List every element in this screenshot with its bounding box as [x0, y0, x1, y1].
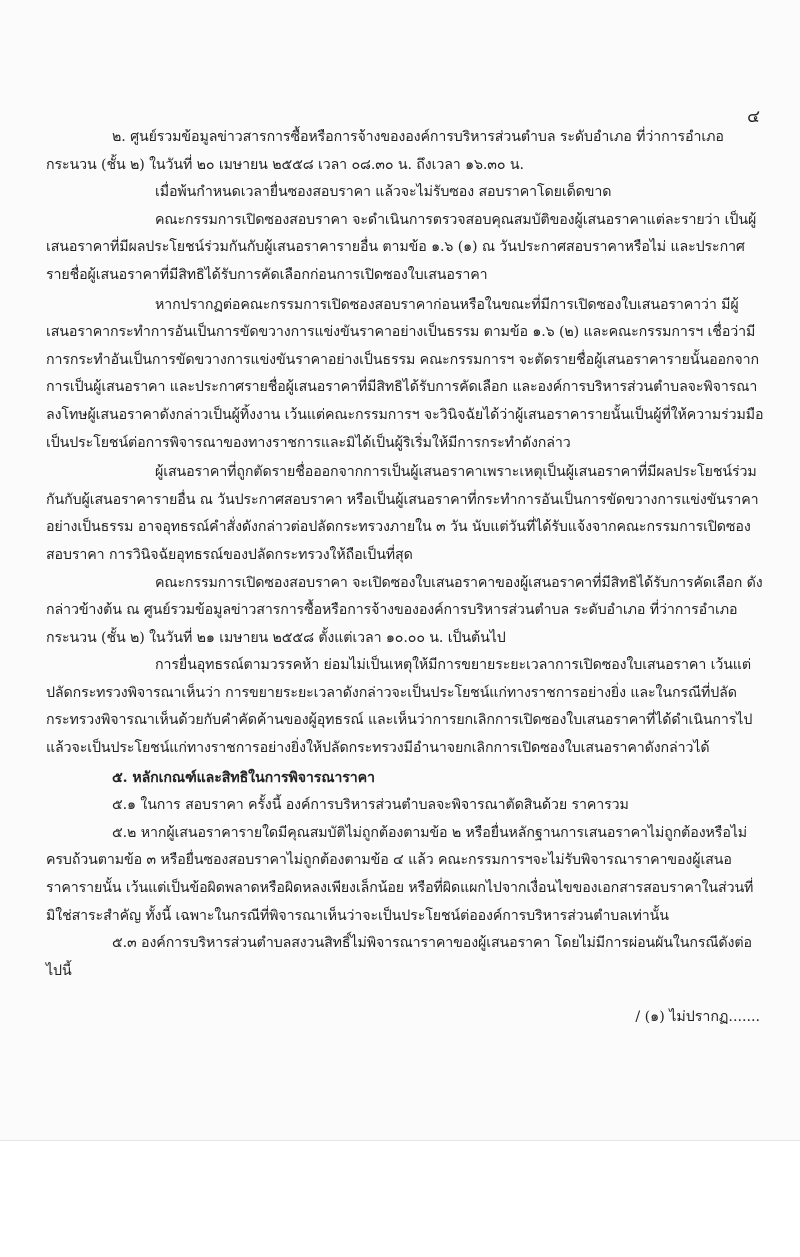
section-5-1: ๕.๑ ในการ สอบราคา ครั้งนี้ องค์การบริหารส่วนตำบลจะพิจารณาตัดสินด้วย ราคารวม [112, 797, 629, 814]
section-5-heading: ๕. หลักเกณฑ์และสิทธิในการพิจารณาราคา [112, 769, 375, 786]
section-5-2: ๕.๒ หากผู้เสนอราคารายใดมีคุณสมบัติไม่ถูกต้องตามข้อ ๒ หรือยื่นหลักฐานการเสนอราคาไม่ถูกต้องหรือไม่ครบถ้วนตามข้อ ๓ หรือยื่นซองสอบราคาไม่ถูกต้องตามข้อ ๔ แล้ว คณะกรรมการฯจะไม่รับพิจารณาราคาของผู้เสนอราคารายนั้น เว้นแต่เป็นข้อผิดพลาดหรือผิดหลงเพียงเล็กน้อย หรือที่ผิดแผกไปจากเงื่อนไขของเอกสารสอบราคาในส่วนที่มิใช่สาระสำคัญ ทั้งนี้ เฉพาะในกรณีที่พิจารณาเห็นว่าจะเป็นประโยชน์ต่อองค์การบริหารส่วนตำบลเท่านั้น [46, 824, 754, 924]
page-number: ๔ [747, 107, 760, 127]
paragraph-appeal-extension: การยื่นอุทธรณ์ตามวรรคห้า ย่อมไม่เป็นเหตุให้มีการขยายระยะเวลาการเปิดซองใบเสนอราคา เว้นแต่ปลัดกระทรวงพิจารณาเห็นว่า การขยายระยะเวลาดังกล่าวจะเป็นประโยชน์แก่ทางราชการอย่างยิ่ง และในกรณีที่ปลัดกระทรวงพิจารณาเห็นด้วยกับคำคัดค้านของผู้อุทธรณ์ และเห็นว่าการยกเลิกการเปิดซองใบเสนอราคาที่ได้ดำเนินการไปแล้วจะเป็นประโยชน์แก่ทางราชการอย่างยิ่งให้ปลัดกระทรวงมีอำนาจยกเลิกการเปิดซองใบเสนอราคาดังกล่าวได้ [46, 657, 753, 757]
section-5-3: ๕.๓ องค์การบริหารส่วนตำบลสงวนสิทธิ์ไม่พิจารณาราคาของผู้เสนอราคา โดยไม่มีการผ่อนผันในกรณีดังต่อไปนี้ [46, 935, 752, 979]
paragraph-appeal: ผู้เสนอราคาที่ถูกตัดรายชื่อออกจากการเป็นผู้เสนอราคาเพราะเหตุเป็นผู้เสนอราคาที่มีผลประโยชน์ร่วมกันกับผู้เสนอราคารายอื่น ณ วันประกาศสอบราคา หรือเป็นผู้เสนอราคาที่กระทำการอันเป็นการขัดขวางการแข่งขันราคาอย่างเป็นธรรม อาจอุทธรณ์คำสั่งดังกล่าวต่อปลัดกระทรวงภายใน ๓ วัน นับแต่วันที่ได้รับแจ้งจากคณะกรรมการเปิดซองสอบราคา การวินิจฉัยอุทธรณ์ของปลัดกระทรวงให้ถือเป็นที่สุด [46, 464, 759, 563]
paragraph-unfair-competition: หากปรากฏต่อคณะกรรมการเปิดซองสอบราคาก่อนหรือในขณะที่มีการเปิดซองใบเสนอราคาว่า มีผู้เสนอราคากระทำการอันเป็นการขัดขวางการแข่งขันราคาอย่างเป็นธรรม ตามข้อ ๑.๖ (๒) และคณะกรรมการฯ เชื่อว่ามีการกระทำอันเป็นการขัดขวางการแข่งขันราคาอย่างเป็นธรรม คณะกรรมการฯ จะตัดรายชื่อผู้เสนอราคารายนั้นออกจากการเป็นผู้เสนอราคา และประกาศรายชื่อผู้เสนอราคาที่มีสิทธิได้รับการคัดเลือก และองค์การบริหารส่วนตำบลจะพิจารณาลงโทษผู้เสนอราคาดังกล่าวเป็นผู้ทิ้งงาน เว้นแต่คณะกรรมการฯ จะวินิจฉัยได้ว่าผู้เสนอราคารายนั้นเป็นผู้ที่ให้ความร่วมมือเป็นประโยชน์ต่อการพิจารณาของทางราชการและมิได้เป็นผู้ริเริ่มให้มีการกระทำดังกล่าว [46, 296, 764, 451]
paragraph-deadline: เมื่อพ้นกำหนดเวลายื่นซองสอบราคา แล้วจะไม่รับซอง สอบราคาโดยเด็ดขาด [155, 184, 612, 201]
continuation-note: / (๑) ไม่ปรากฏ....... [635, 1009, 760, 1025]
paragraph-bid-opening: คณะกรรมการเปิดซองสอบราคา จะเปิดซองใบเสนอราคาของผู้เสนอราคาที่มีสิทธิได้รับการคัดเลือก ดังกล่าวข้างต้น ณ ศูนย์รวมข้อมูลข่าวสารการซื้อหรือการจ้างขององค์การบริหารส่วนตำบล ระดับอำเภอ ที่ว่าการอำเภอกระนวน (ชั้น ๒) ในวันที่ ๒๑ เมษายน ๒๕๕๘ ตั้งแต่เวลา ๑๐.๐๐ น. เป็นต้นไป [46, 574, 763, 646]
document-body [46, 124, 764, 985]
paragraph-qualification-check: คณะกรรมการเปิดซองสอบราคา จะดำเนินการตรวจสอบคุณสมบัติของผู้เสนอราคาแต่ละรายว่า เป็นผู้เสนอราคาที่มีผลประโยชน์ร่วมกันกับผู้เสนอราคารายอื่น ตามข้อ ๑.๖ (๑) ณ วันประกาศสอบราคาหรือไม่ และประกาศรายชื่อผู้เสนอราคาที่มีสิทธิได้รับการคัดเลือกก่อนการเปิดซองใบเสนอราคา [46, 211, 757, 283]
paragraph-opening-location: ๒. ศูนย์รวมข้อมูลข่าวสารการซื้อหรือการจ้างขององค์การบริหารส่วนตำบล ระดับอำเภอ ที่ว่าการอำเภอกระนวน (ชั้น ๒) ในวันที่ ๒๐ เมษายน ๒๕๕๘ เวลา ๐๘.๓๐ น. ถึงเวลา ๑๖.๓๐ น. [46, 129, 724, 173]
